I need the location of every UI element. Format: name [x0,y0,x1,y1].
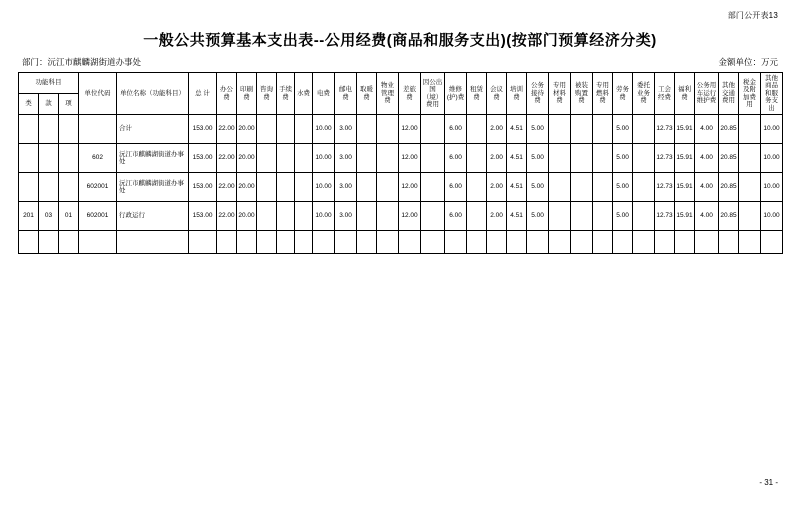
header-col-18: 专用燃料费 [593,73,613,115]
cell-v2 [257,144,277,173]
cell-v3 [277,115,295,144]
cell-v21: 12.73 [655,202,675,231]
cell-v7 [357,115,377,144]
cell-xiang [59,144,79,173]
cell-v1 [237,231,257,254]
cell-v23 [695,231,719,254]
cell-v12 [467,144,487,173]
cell-v26: 10.00 [761,144,783,173]
cell-v8 [377,173,399,202]
header-col-0: 办公费 [217,73,237,115]
table-row [19,144,783,173]
cell-total: 153.00 [189,173,217,202]
header-col-7: 取暖费 [357,73,377,115]
cell-v26 [761,231,783,254]
cell-v2 [257,115,277,144]
header-col-14: 培训费 [507,73,527,115]
cell-v8 [377,115,399,144]
cell-v2 [257,231,277,254]
cell-v4 [295,173,313,202]
cell-v3 [277,144,295,173]
header-col-12: 租赁费 [467,73,487,115]
header-col-23: 公务用车运行维护费 [695,73,719,115]
cell-v7 [357,144,377,173]
cell-v18 [593,202,613,231]
cell-unit-code [79,231,117,254]
cell-v0 [217,231,237,254]
cell-unit-code [79,115,117,144]
table-head [19,73,783,115]
cell-v9 [399,231,421,254]
cell-v4 [295,144,313,173]
cell-kuan: 03 [39,202,59,231]
cell-v1: 20.00 [237,173,257,202]
cell-v24: 20.85 [719,173,739,202]
cell-v20 [633,144,655,173]
cell-v13: 2.00 [487,202,507,231]
cell-v0: 22.00 [217,173,237,202]
cell-xiang [59,115,79,144]
cell-v5 [313,231,335,254]
cell-v1: 20.00 [237,202,257,231]
cell-v13: 2.00 [487,115,507,144]
table-row [19,173,783,202]
cell-v5: 10.00 [313,202,335,231]
cell-v9: 12.00 [399,202,421,231]
cell-v17 [571,231,593,254]
cell-v15: 5.00 [527,202,549,231]
cell-unit-name: 行政运行 [117,202,189,231]
cell-v16 [549,231,571,254]
cell-v8 [377,202,399,231]
cell-v1: 20.00 [237,115,257,144]
cell-unit-name: 沅江市麒麟湖街道办事处 [117,144,189,173]
cell-v11: 6.00 [445,115,467,144]
cell-v11: 6.00 [445,144,467,173]
department-label: 部门：沅江市麒麟湖街道办事处 [22,57,142,67]
cell-v14: 4.51 [507,173,527,202]
cell-v12 [467,202,487,231]
cell-kuan [39,115,59,144]
cell-v0: 22.00 [217,144,237,173]
cell-v14: 4.51 [507,202,527,231]
cell-unit-name: 沅江市麒麟湖街道办事处 [117,173,189,202]
header-unit-code: 单位代码 [79,73,117,115]
cell-v5: 10.00 [313,115,335,144]
header-function-subject: 功能科目 [19,73,79,94]
header-func-kuan: 款 [39,94,59,115]
cell-v22: 15.91 [675,115,695,144]
cell-v14 [507,231,527,254]
cell-v1: 20.00 [237,144,257,173]
cell-v13: 2.00 [487,173,507,202]
cell-v23: 4.00 [695,144,719,173]
cell-v3 [277,173,295,202]
header-col-4: 水费 [295,73,313,115]
cell-v16 [549,202,571,231]
cell-v16 [549,173,571,202]
cell-v9: 12.00 [399,144,421,173]
cell-v21: 12.73 [655,115,675,144]
cell-v23: 4.00 [695,173,719,202]
header-col-9: 差旅费 [399,73,421,115]
cell-v6: 3.00 [335,202,357,231]
header-total: 总 计 [189,73,217,115]
header-col-11: 维修(护)费 [445,73,467,115]
cell-lei [19,231,39,254]
cell-v6: 3.00 [335,144,357,173]
cell-v18 [593,144,613,173]
cell-v14: 4.51 [507,115,527,144]
cell-v3 [277,202,295,231]
cell-v7 [357,173,377,202]
cell-v12 [467,231,487,254]
cell-v9: 12.00 [399,115,421,144]
cell-v25 [739,144,761,173]
cell-lei: 201 [19,202,39,231]
cell-unit-name: 合计 [117,115,189,144]
cell-v7 [357,231,377,254]
header-col-15: 公务接待费 [527,73,549,115]
header-col-17: 被装购置费 [571,73,593,115]
cell-v17 [571,202,593,231]
cell-v18 [593,115,613,144]
cell-v7 [357,202,377,231]
header-col-13: 会议费 [487,73,507,115]
cell-xiang [59,173,79,202]
cell-v19: 5.00 [613,202,633,231]
cell-v0: 22.00 [217,115,237,144]
cell-kuan [39,231,59,254]
page-title: 一般公共预算基本支出表--公用经费(商品和服务支出)(按部门预算经济分类) [143,32,657,49]
form-code-label: 部门公开表13 [727,11,778,20]
budget-table [18,72,783,254]
cell-v22: 15.91 [675,173,695,202]
cell-v22: 15.91 [675,144,695,173]
cell-v15 [527,231,549,254]
cell-v22 [675,231,695,254]
cell-v24: 20.85 [719,202,739,231]
cell-v16 [549,144,571,173]
header-col-3: 手续费 [277,73,295,115]
header-col-5: 电费 [313,73,335,115]
cell-v21: 12.73 [655,144,675,173]
header-col-6: 邮电费 [335,73,357,115]
cell-v10 [421,202,445,231]
cell-kuan [39,173,59,202]
cell-v20 [633,231,655,254]
cell-total [189,231,217,254]
table-header-row-1 [19,73,783,94]
cell-v15: 5.00 [527,173,549,202]
cell-v18 [593,173,613,202]
cell-v23: 4.00 [695,202,719,231]
cell-v17 [571,115,593,144]
cell-v24 [719,231,739,254]
cell-v19: 5.00 [613,115,633,144]
header-col-24: 其他交通费用 [719,73,739,115]
cell-v10 [421,231,445,254]
cell-v26: 10.00 [761,115,783,144]
table-row [19,231,783,254]
header-col-22: 福利费 [675,73,695,115]
cell-v12 [467,173,487,202]
cell-v14: 4.51 [507,144,527,173]
cell-v4 [295,115,313,144]
header-col-20: 委托业务费 [633,73,655,115]
cell-v4 [295,231,313,254]
cell-xiang [59,231,79,254]
header-func-lei: 类 [19,94,39,115]
cell-v11: 6.00 [445,173,467,202]
cell-v20 [633,173,655,202]
header-col-8: 物业管理费 [377,73,399,115]
cell-v13: 2.00 [487,144,507,173]
cell-v11 [445,231,467,254]
cell-v22: 15.91 [675,202,695,231]
cell-v24: 20.85 [719,144,739,173]
cell-v18 [593,231,613,254]
cell-v25 [739,173,761,202]
cell-unit-code: 602 [79,144,117,173]
cell-unit-code: 602001 [79,173,117,202]
cell-v2 [257,202,277,231]
cell-v19: 5.00 [613,173,633,202]
cell-v25 [739,202,761,231]
page-number: - 31 - [759,478,778,487]
header-col-26: 其他商品和服务支出 [761,73,783,115]
cell-v19 [613,231,633,254]
cell-unit-name [117,231,189,254]
cell-kuan [39,144,59,173]
cell-v20 [633,115,655,144]
cell-v15: 5.00 [527,144,549,173]
cell-v12 [467,115,487,144]
cell-xiang: 01 [59,202,79,231]
header-col-16: 专用材料费 [549,73,571,115]
subtitle-row [22,56,778,68]
cell-v26: 10.00 [761,173,783,202]
cell-v2 [257,173,277,202]
cell-lei [19,173,39,202]
cell-v6: 3.00 [335,115,357,144]
cell-v10 [421,144,445,173]
cell-v21 [655,231,675,254]
cell-v11: 6.00 [445,202,467,231]
table-row [19,115,783,144]
cell-v9: 12.00 [399,173,421,202]
cell-v6: 3.00 [335,173,357,202]
cell-v25 [739,115,761,144]
header-unit-name: 单位名称（功能科目） [117,73,189,115]
cell-v4 [295,202,313,231]
header-col-2: 咨询费 [257,73,277,115]
cell-v8 [377,144,399,173]
cell-v16 [549,115,571,144]
header-func-xiang: 项 [59,94,79,115]
cell-v17 [571,173,593,202]
cell-v17 [571,144,593,173]
cell-unit-code: 602001 [79,202,117,231]
cell-total: 153.00 [189,202,217,231]
header-col-1: 印刷费 [237,73,257,115]
header-col-21: 工会经费 [655,73,675,115]
cell-v0: 22.00 [217,202,237,231]
table-row [19,202,783,231]
cell-v10 [421,173,445,202]
cell-v15: 5.00 [527,115,549,144]
cell-v24: 20.85 [719,115,739,144]
cell-v3 [277,231,295,254]
cell-v19: 5.00 [613,144,633,173]
cell-v6 [335,231,357,254]
cell-v10 [421,115,445,144]
cell-total: 153.00 [189,144,217,173]
cell-v25 [739,231,761,254]
cell-total: 153.00 [189,115,217,144]
header-col-19: 劳务费 [613,73,633,115]
cell-lei [19,115,39,144]
cell-v13 [487,231,507,254]
cell-v5: 10.00 [313,173,335,202]
cell-v26: 10.00 [761,202,783,231]
table-body [19,115,783,254]
amount-unit-label: 金额单位：万元 [718,57,778,67]
cell-v23: 4.00 [695,115,719,144]
cell-v5: 10.00 [313,144,335,173]
cell-lei [19,144,39,173]
cell-v20 [633,202,655,231]
cell-v8 [377,231,399,254]
cell-v21: 12.73 [655,173,675,202]
header-col-10: 因公出国（境）费用 [421,73,445,115]
header-col-25: 税金及附加费用 [739,73,761,115]
